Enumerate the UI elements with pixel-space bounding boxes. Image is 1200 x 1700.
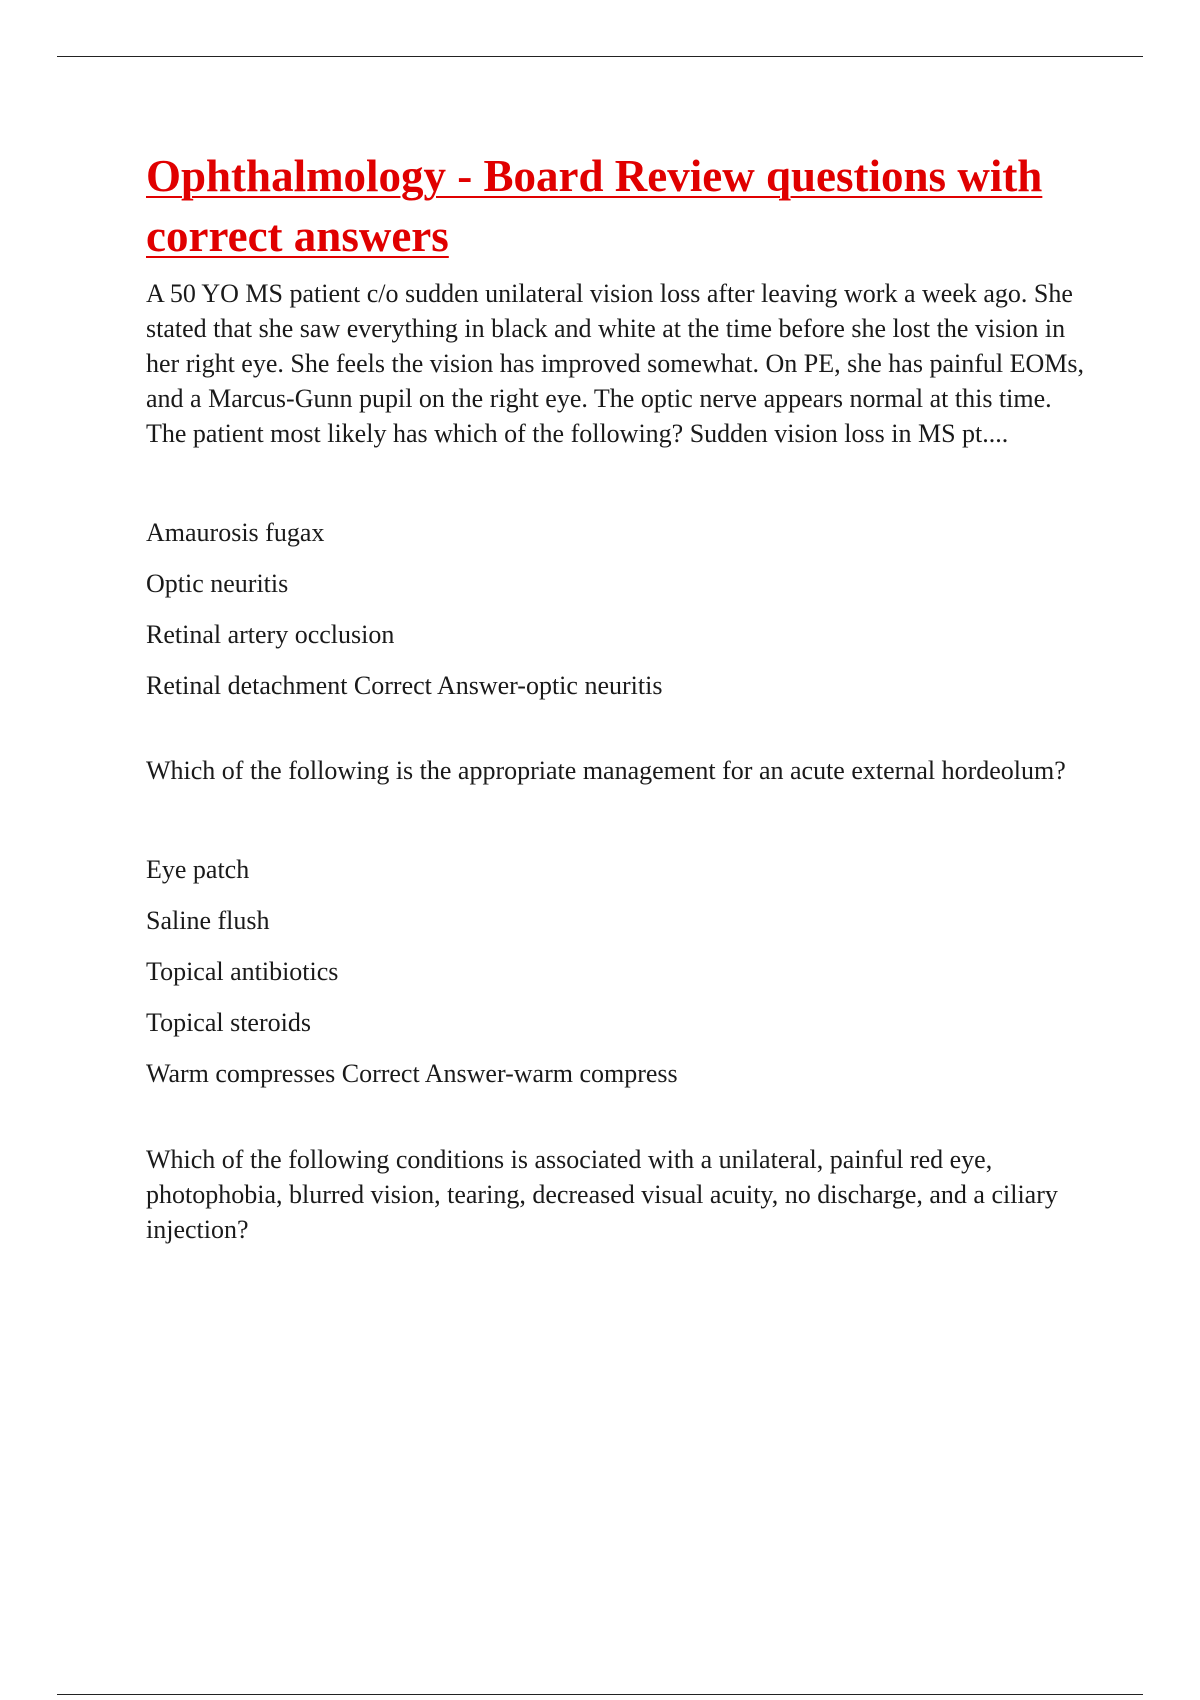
question-2-options [146,852,1086,1091]
question-2-text: Which of the following is the appropriate management for an acute external hordeolum? [146,756,1066,785]
document-title: Ophthalmology - Board Review questions with correct answers [146,151,1043,261]
question-1-options [146,515,1086,703]
option-item: Eye patch [146,855,250,884]
option-item: Optic neuritis [146,569,289,598]
option-item-with-answer: Retinal detachment Correct Answer-optic neuritis [146,671,663,700]
option-item: Topical steroids [146,1008,311,1037]
document-body [146,146,1086,1247]
option-item: Saline flush [146,906,270,935]
option-item-with-answer: Warm compresses Correct Answer-warm compress [146,1059,678,1088]
question-1-text: A 50 YO MS patient c/o sudden unilateral vision loss after leaving work a week ago. She stated that she saw everything in black and white at the time before she lost the vision in her right eye. She feels the vision has improved somewhat. On PE, she has painful EOMs, and a Marcus-Gunn pupil on the right eye. The optic nerve appears normal at this time. The patient most likely has which of the following? Sudden vision loss in MS pt.... [146,279,1084,448]
option-item: Topical antibiotics [146,957,339,986]
option-item: Retinal artery occlusion [146,620,395,649]
footer-rule [57,1694,1143,1695]
question-3-text: Which of the following conditions is associated with a unilateral, painful red eye, photophobia, blurred vision, tearing, decreased visual acuity, no discharge, and a ciliary injection? [146,1145,1058,1244]
header-rule [57,56,1143,57]
option-item: Amaurosis fugax [146,518,325,547]
